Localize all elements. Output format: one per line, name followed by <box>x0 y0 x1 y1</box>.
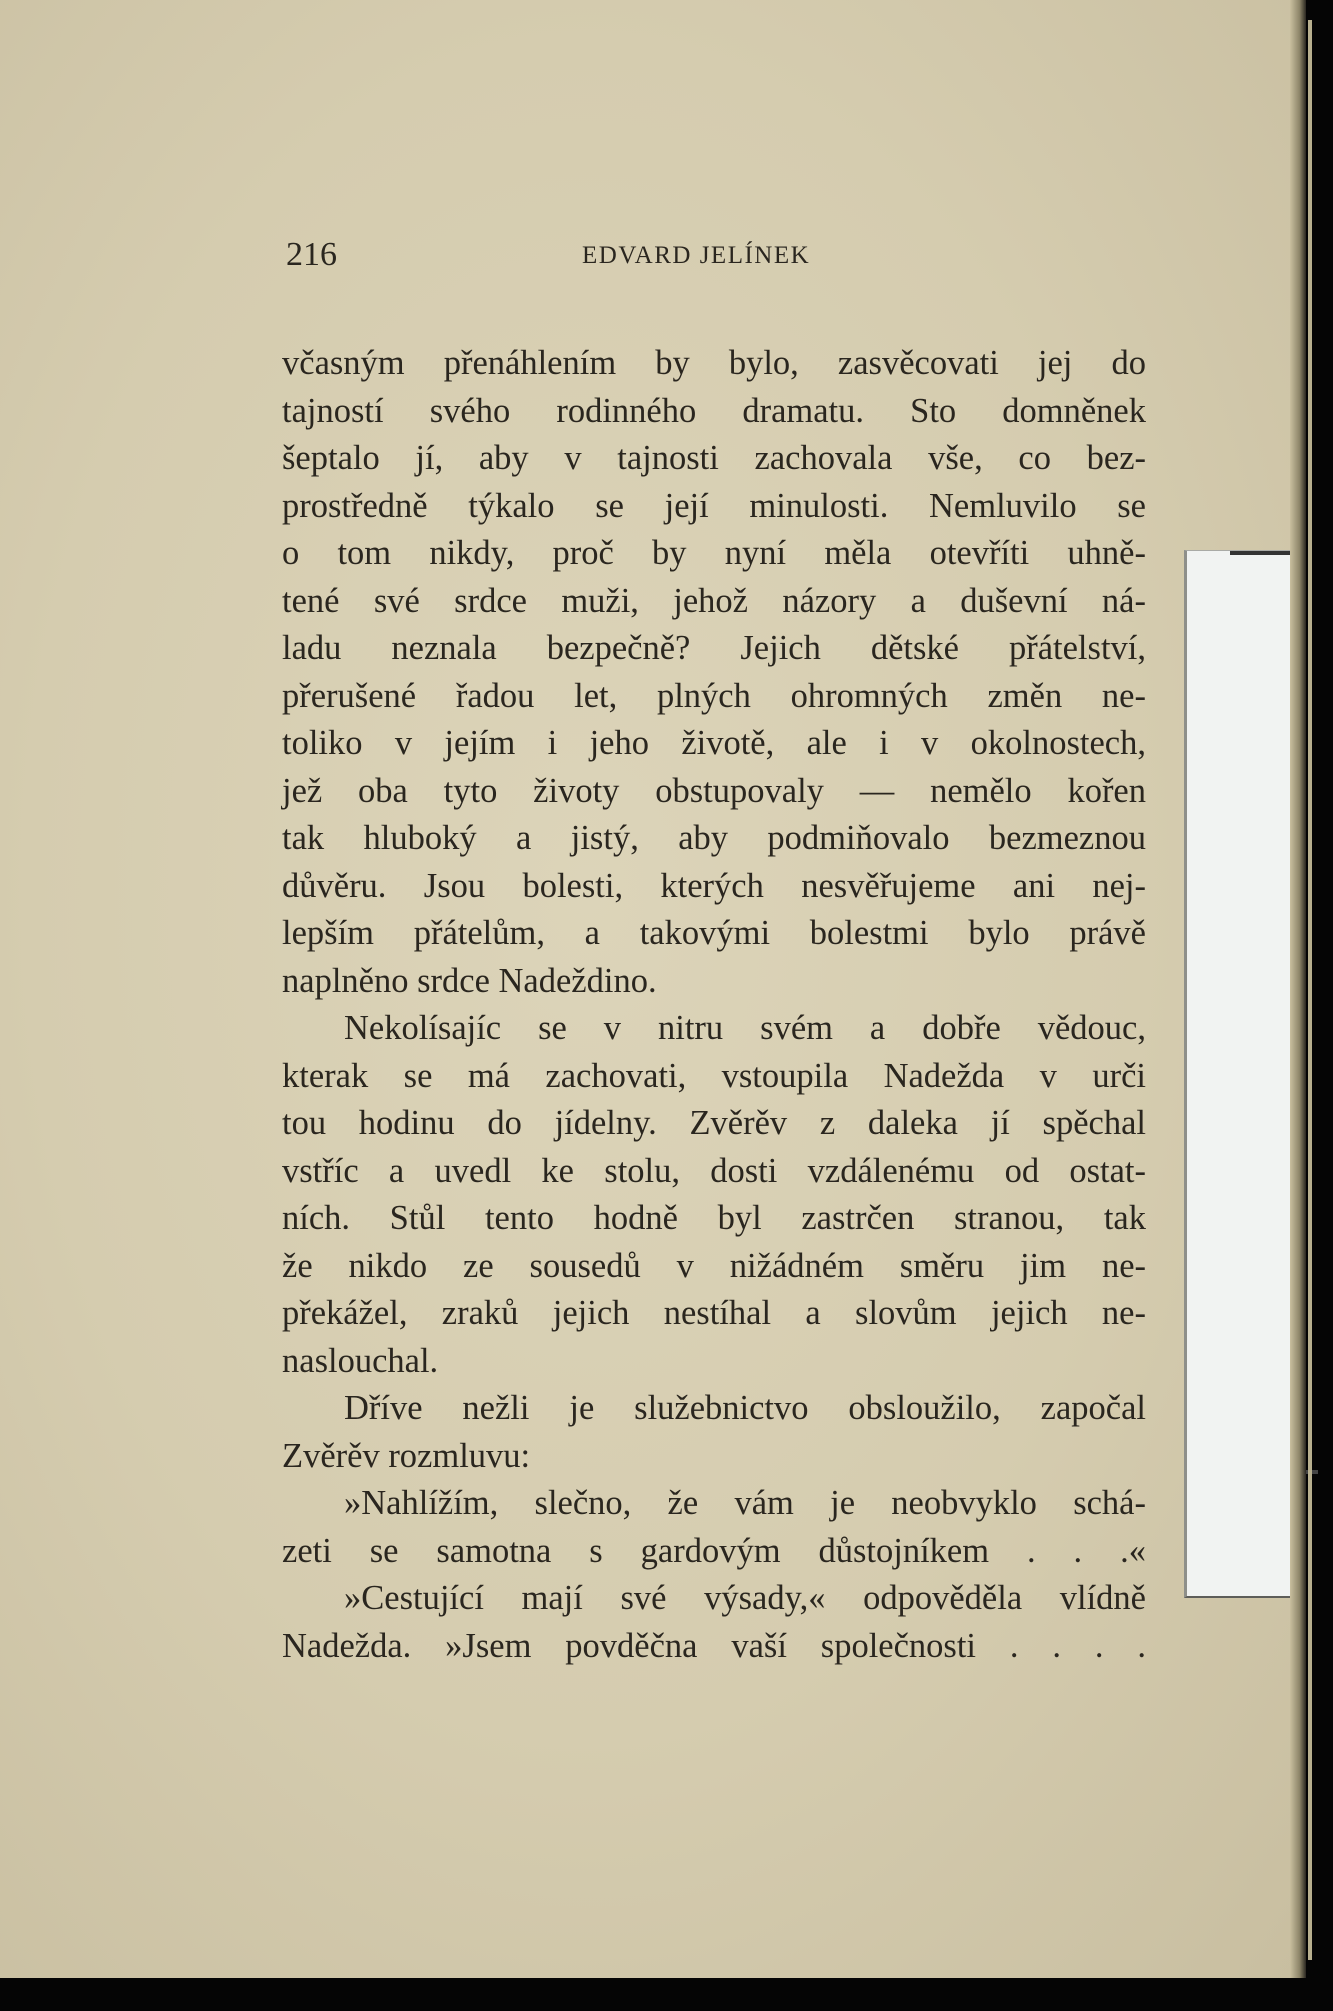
text-line: tak hluboký a jistý, aby podmiňovalo bezmeznou <box>282 819 1146 857</box>
text-line: vstříc a uvedl ke stolu, dosti vzdálenému od ostat- <box>282 1151 1146 1190</box>
text-line: o tom nikdy, proč by nyní měla otevříti uhně- <box>282 534 1146 572</box>
text-line: »Cestující mají své výsady,« odpověděla vlídně <box>344 1579 1146 1617</box>
paper-strip <box>1184 550 1306 1598</box>
text-line: naplněno srdce Nadeždino. <box>282 961 657 1000</box>
text-line: lepším přátelům, a takovými bolestmi bylo právě <box>282 914 1146 952</box>
body-text <box>282 340 1146 1670</box>
text-line: šeptalo jí, aby v tajnosti zachovala vše, co bez- <box>282 439 1146 477</box>
text-line: naslouchal. <box>282 1341 439 1380</box>
text-line: Dříve nežli je služebnictvo obsloužilo, započal <box>344 1389 1146 1427</box>
text-line: ladu neznala bezpečně? Jejich dětské přátelství, <box>282 629 1146 667</box>
strip-edge-mark <box>1230 551 1292 555</box>
text-line: Zvěrěv rozmluvu: <box>282 1436 531 1475</box>
text-line: překážel, zraků jejich nestíhal a slovům jejich ne- <box>282 1294 1146 1332</box>
text-line: tené své srdce muži, jehož názory a duševní ná- <box>282 581 1146 620</box>
page-number: 216 <box>286 236 337 273</box>
text-line: ních. Stůl tento hodně byl zastrčen stranou, tak <box>282 1199 1146 1237</box>
text-line: Nekolísajíc se v nitru svém a dobře vědouc, <box>344 1009 1146 1047</box>
text-line: zeti se samotna s gardovým důstojníkem . . .« <box>282 1531 1146 1570</box>
text-line: tajností svého rodinného dramatu. Sto domněnek <box>282 391 1146 430</box>
book-edge <box>1308 20 1312 1960</box>
text-line: toliko v jejím i jeho životě, ale i v okolnostech, <box>282 724 1146 762</box>
page-header <box>286 236 1086 284</box>
text-line: »Nahlížím, slečno, že vám je neobvyklo schá- <box>344 1484 1146 1522</box>
text-line: kterak se má zachovati, vstoupila Nadežda v urči <box>282 1056 1146 1095</box>
page-spine-shadow <box>1290 0 1306 1978</box>
text-line: důvěru. Jsou bolesti, kterých nesvěřujeme ani nej- <box>282 866 1146 905</box>
text-line: přerušené řadou let, plných ohromných změn ne- <box>282 676 1146 715</box>
text-line: jež oba tyto životy obstupovaly — nemělo kořen <box>282 771 1146 810</box>
text-line: že nikdo ze sousedů v nižádném směru jim ne- <box>282 1246 1146 1285</box>
running-title: EDVARD JELÍNEK <box>582 242 811 269</box>
text-line: Nadežda. »Jsem povděčna vaší společnosti . . . . <box>282 1626 1146 1665</box>
text-line: prostředně týkalo se její minulosti. Nemluvilo se <box>282 486 1146 525</box>
text-line: tou hodinu do jídelny. Zvěrěv z daleka jí spěchal <box>282 1104 1146 1142</box>
text-line: včasným přenáhlením by bylo, zasvěcovati jej do <box>282 344 1146 382</box>
